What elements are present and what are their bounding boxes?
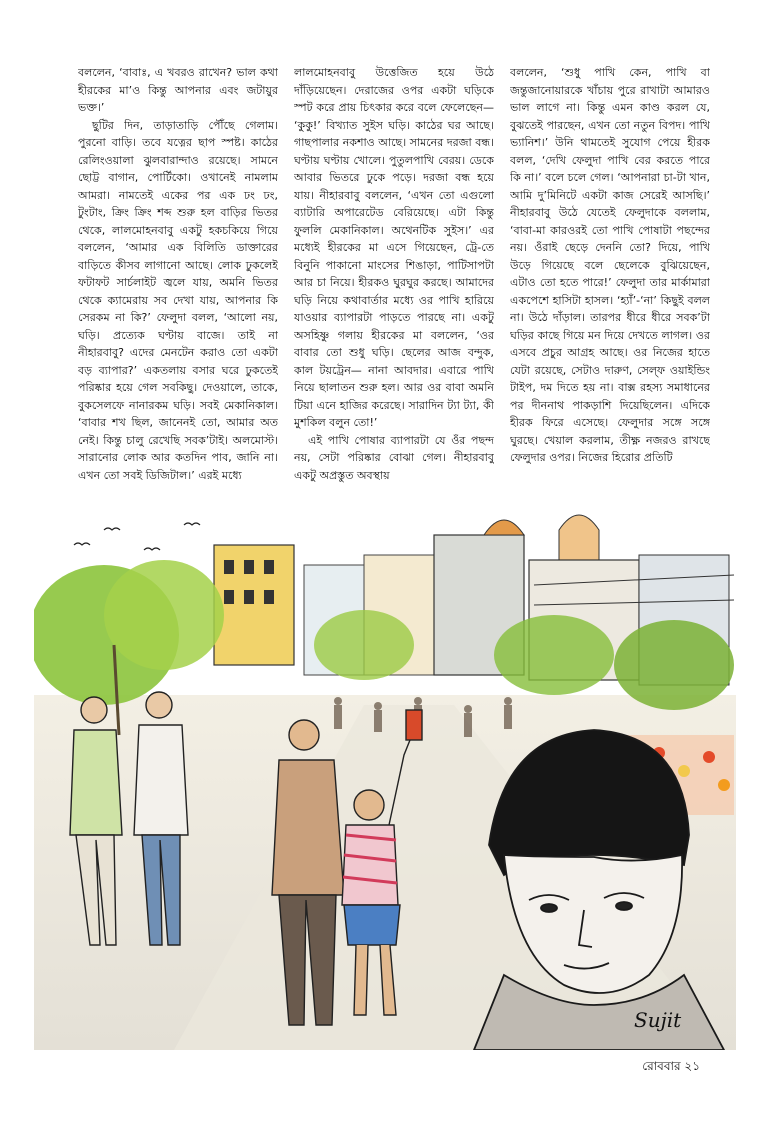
paragraph: ছুটির দিন, তাড়াতাড়ি পৌঁছে গেলাম। পুরনো বাড়ি। তবে যত্নের ছাপ স্পষ্ট। কাঠের রেলিংওয়ালা ঝুলবারান্দাও রয়েছে। সামনে ছোট্ট বাগান, পোর্টিকো। ওখানেই নামলাম আমরা। নামতেই একের পর এক ঢং ঢং, টুংটাং, ক্রিং ক্রিং শব্দ শুরু হল বাড়ির ভিতর থেকে, লালমোহনবাবু একটু হকচকিয়ে গিয়ে বললেন, ‘আমার এক বিলিতি ডাক্তারের বাড়িতে কীসব লাগানো আছে। লোক ঢুকলেই ফটাফট সার্চলাইট জ্বলে যায়, অমনি ভিতর থেকে ক্যামেরায় সব দেখা যায়, আপনার কি সেরকম না কি?’ ফেলুদা বলল, ‘আলো নয়, ঘড়ি। প্রত্যেক ঘণ্টায় বাজে। তাই না নীহারবাবু? এদের মেনটেন করাও তো একটা বড় ব্যাপার?’ একতলায় বসার ঘরে ঢুকতেই পরিষ্কার হয়ে গেল সবকিছু। দেওয়ালে, তাকে, বুকসেলফে নানারকম ঘড়ি। সবই মেকানিকাল। ‘বাবার শখ ছিল, জানেনই তো, আমার অত নেই। কিন্তু চালু রেখেছি সবক’টাই। অলমোস্ট। সারানোর লোক আর কতদিন পাব, জানি না। এখন তো সবই ডিজিটাল।’ এরই মধ্যে	[78, 118, 278, 482]
text-column-2	[294, 64, 494, 500]
article-body	[78, 64, 710, 500]
text-column-1	[78, 64, 278, 500]
street-scene-illustration	[34, 505, 736, 1050]
paragraph: লালমোহনবাবু উত্তেজিত হয়ে উঠে দাঁড়িয়েছেন। দেরাজের ওপর একটা ঘড়িকে স্পট করে প্রায় চিৎকার করে বলে ফেলেছেন— ‘কুকু!’ বিখ্যাত সুইস ঘড়ি। কাঠের ঘর আছে। গাছপালার নকশাও আছে। সামনের দরজা বন্ধ। ঘণ্টায় ঘণ্টায় খোলে। পুতুলপাখি বেরয়। ডেকে আবার ভিতরে ঢুকে পড়ে। দরজা বন্ধ হয়ে যায়। নীহারবাবু বললেন, ‘এখন তো এগুলো ব্যাটারি অপারেটেড বেরিয়েছে। এটা কিন্তু ফুললি মেকানিকাল। অথেনটিক সুইস।’ এর মধ্যেই হীরকের মা এসে গিয়েছেন, ট্রে-তে বিনুনি পাকানো মাংসের শিঙাড়া, পাটিসাপটা আর চা নিয়ে। হীরকও ঘুরঘুর করছে। আমাদের ঘড়ি নিয়ে কথাবার্তার মধ্যে ওর পাখি হারিয়ে যাওয়ার ব্যাপারটা পাড়তে পারছে না। একটু অসহিষ্ণু গলায় হীরকের মা বললেন, ‘ওর বাবার তো শুধু ঘড়ি। ছেলের আজ বন্দুক, কাল টয়ট্রেন— নানা আবদার। এবারে পাখি নিয়ে ছালাতন শুরু হল। আর ওর বাবা অমনি টিয়া এনে হাজির করেছে। সারাদিন ট্যা ট্যা, কী মুশকিল বলুন তো!’	[294, 66, 494, 429]
text-column-3	[510, 64, 710, 500]
artist-signature: Sujit	[634, 1008, 682, 1032]
paragraph: বললেন, ‘বাবাঃ, এ খবরও রাখেন? ভাল কথা হীরকের মা’ও কিন্তু আপনার এবং জটায়ুর ভক্ত।’	[78, 66, 278, 114]
paragraph: এই পাখি পোষার ব্যাপারটা যে ওঁর পছন্দ নয়, সেটা পরিষ্কার বোঝা গেল। নীহারবাবু একটু অপ্রস্তুত অবস্থায়	[294, 433, 494, 482]
page-footer: রোববার ২১	[642, 1059, 700, 1073]
paragraph: বললেন, ‘শুধু পাখি কেন, পাখি বা জন্তুজানোয়ারকে খাঁচায় পুরে রাখাটা আমারও ভাল লাগে না। কিন্তু এমন কাণ্ড করল যে, বুঝতেই পারছেন, এখন তো নতুন বিপদ। পাখি ভ্যানিশ।’ উনি থামতেই সুযোগ পেয়ে হীরক বলল, ‘দেখি ফেলুদা পাখি বের করতে পারে কি না।’ বলে চলে গেল। ‘আপনারা চা-টা খান, আমি দু’মিনিটে একটা কাজ সেরেই আসছি।’ নীহারবাবু উঠে যেতেই ফেলুদাকে বললাম, ‘বাবা-মা কারওরই তো পাখি পোষাটা পছন্দের নয়। ওঁরাই ছেড়ে দেননি তো? দিয়ে, পাখি উড়ে গিয়েছে বলে ছেলেকে বুঝিয়েছেন, এটাও তো হতে পারে!’ ফেলুদা তার মার্কামারা একপেশে হাসিটা হাসল। ‘হ্যাঁ’-‘না’ কিছুই বলল না। উঠে দাঁড়াল। তারপর ধীরে ধীরে সবক’টা ঘড়ির কাছে গিয়ে মন দিয়ে দেখতে লাগল। ওর এসবে প্রচুর আগ্রহ আছে। ওর নিজের হাতে যেটা রয়েছে, সেটাও দারুণ, সেল্‌ফ ওয়াইন্ডিং টাইপ, দম দিতে হয় না। বাক্স রহস্য সমাধানের পর দীননাথ পাকড়াশি দিয়েছিলেন। এদিকে হীরক ফিরে এসেছে। ফেলুদার সঙ্গে সঙ্গে ঘুরছে। খেয়াল করলাম, তীক্ষ্ণ নজরও রাখছে ফেলুদার ওপর। নিজের হিরোর প্রতিটি	[510, 66, 710, 464]
